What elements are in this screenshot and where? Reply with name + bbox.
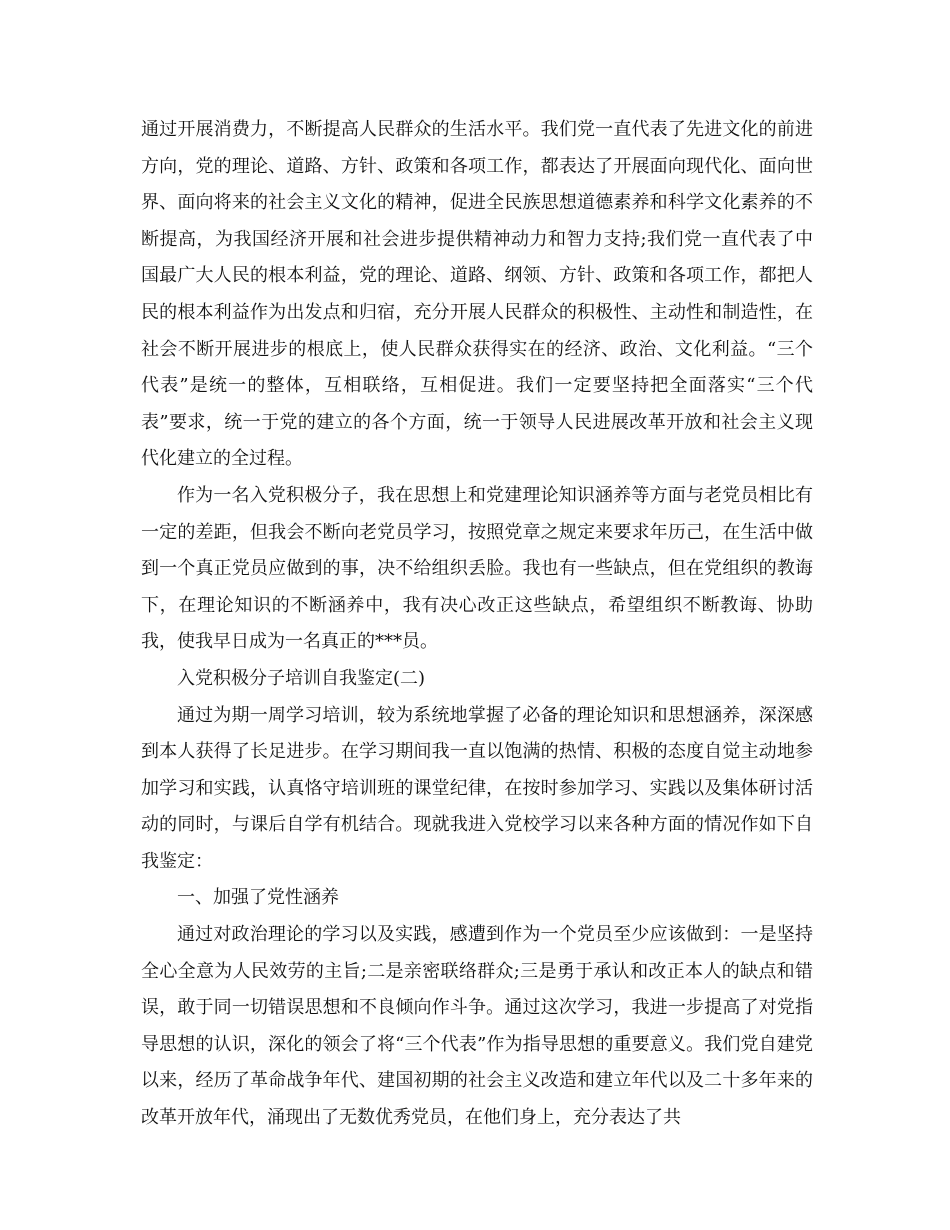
- paragraph-continuation: 通过开展消费力，不断提高人民群众的生活水平。我们党一直代表了先进文化的前进方向，党的理论、道路、方针、政策和各项工作，都表达了开展面向现代化、面向世界、面向将来的社会主义文化的精神，促进全民族思想道德素养和科学文化素养的不断提高，为我国经济开展和社会进步提供精神动力和智力支持;我们党一直代表了中国最广大人民的根本利益，党的理论、道路、纲领、方针、政策和各项工作，都把人民的根本利益作为出发点和归宿，充分开展人民群众的积极性、主动性和制造性，在社会不断开展进步的根底上，使人民群众获得实在的经济、政治、文化利益。“三个代表”是统一的整体，互相联络，互相促进。我们一定要坚持把全面落实“三个代表”要求，统一于党的建立的各个方面，统一于领导人民进展改革开放和社会主义现代化建立的全过程。: [141, 119, 813, 470]
- document-page: [141, 112, 813, 1137]
- paragraph-party-spirit: 通过对政治理论的学习以及实践，感遭到作为一个党员至少应该做到：一是坚持全心全意为人民效劳的主旨;二是亲密联络群众;三是勇于承认和改正本人的缺点和错误，敢于同一切错误思想和不良倾向作斗争。通过这次学习，我进一步提高了对党指导思想的认识，深化的领会了将“三个代表”作为指导思想的重要意义。我们党自建党以来，经历了革命战争年代、建国初期的社会主义改造和建立年代以及二十多年来的改革开放年代，涌现出了无数优秀党员，在他们身上，充分表达了共: [141, 924, 813, 1129]
- section-title: 入党积极分子培训自我鉴定(二): [177, 667, 426, 689]
- paragraph-training-intro: 通过为期一周学习培训，较为系统地掌握了必备的理论知识和思想涵养，深深感到本人获得了长足进步。在学习期间我一直以饱满的热情、积极的态度自觉主动地参加学习和实践，认真恪守培训班的课堂纪律，在按时参加学习、实践以及集体研讨活动的同时，与课后自学有机结合。现就我进入党校学习以来各种方面的情况作如下自我鉴定：: [141, 704, 813, 872]
- paragraph-activist-reflection: 作为一名入党积极分子，我在思想上和党建理论知识涵养等方面与老党员相比有一定的差距，但我会不断向老党员学习，按照党章之规定来要求年历己，在生活中做到一个真正党员应做到的事，决不给组织丢脸。我也有一些缺点，但在党组织的教诲下，在理论知识的不断涵养中，我有决心改正这些缺点，希望组织不断教诲、协助我，使我早日成为一名真正的***员。: [141, 484, 813, 653]
- section-heading: 一、加强了党性涵养: [177, 887, 339, 909]
